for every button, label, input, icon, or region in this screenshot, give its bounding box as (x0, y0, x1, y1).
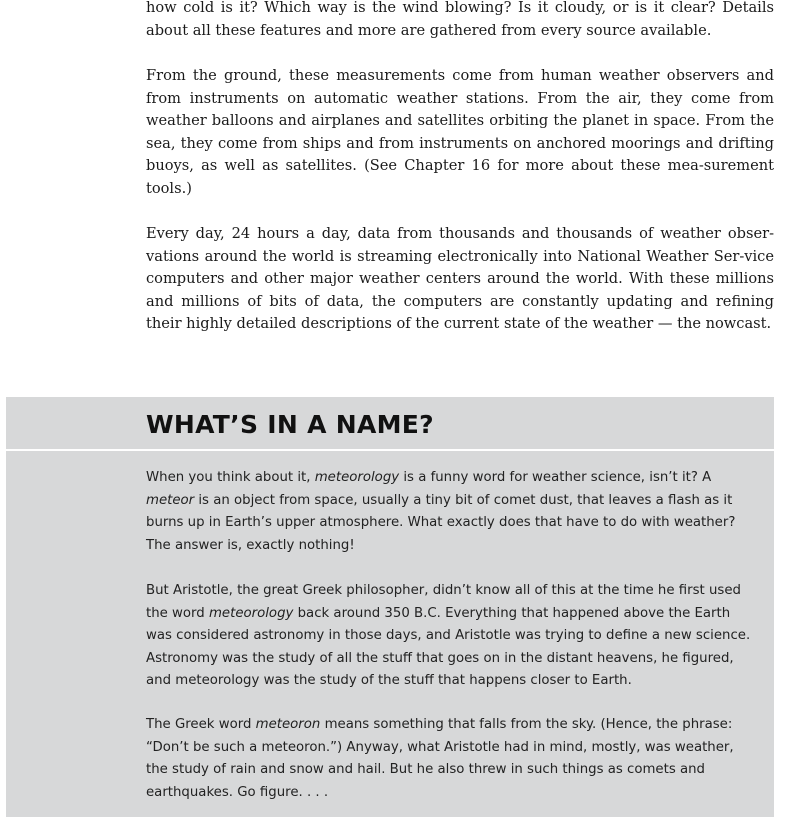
text-run: is a funny word for weather science, isn’t it? A (399, 470, 712, 485)
text-run: means something that falls from the sky. (Hence, the phrase: “Don’t be such a meteoron.”) Anyway, what Aristotle had in mind, mostly, was weather, the study of rain and snow and hail. But he also threw in such things as comets and earthquakes. Go figure. . . . (146, 717, 734, 800)
sidebar-header (6, 397, 774, 451)
italic-term: meteorology (314, 470, 400, 485)
italic-term: meteor (146, 492, 195, 508)
sidebar-title: WHAT’S IN A NAME? (146, 410, 434, 439)
body-paragraph: From the ground, these measurements come from human weather observers and from instruments on automatic weather stations. From the air, they come from weather balloons and airplanes and satellites orbiting the planet in space. From the sea, they come from ships and from instruments on anchored moorings and drifting buoys, as well as satellites. (See Chapter 16 for more about these mea-surement tools.) (146, 67, 774, 197)
text-run: When you think about it, (146, 470, 315, 485)
body-paragraph: how cold is it? Which way is the wind blowing? Is it cloudy, or is it clear? Details about all these features and more are gathered from every source available. (146, 0, 774, 39)
body-paragraph: Every day, 24 hours a day, data from thousands and thousands of weather obser-vations around the world is streaming electronically into National Weather Ser-vice computers and other major weather centers around the world. With these millions and millions of bits of data, the computers are constantly updating and refining their highly detailed descriptions of the current state of the weather — the nowcast. (146, 225, 774, 332)
text-run: But Aristotle, the great Greek philosopher, didn’t know all of this at the time he first used the word (146, 583, 741, 621)
sidebar-paragraph (146, 714, 758, 804)
text-run: back around 350 B.C. Everything that happened above the Earth was considered astronomy in those days, and Aristotle was trying to define a new science. Astronomy was the study of all the stuff that goes on in the distant heavens, he figured, and meteorology was the study of the stuff that happens closer to Earth. (146, 605, 751, 688)
sidebar-paragraph (146, 467, 758, 557)
text-run: is an object from space, usually a tiny bit of comet dust, that leaves a flash as it burns up in Earth’s upper atmosphere. What exactly does that have to do with weather? The answer is, exactly nothing! (146, 492, 736, 553)
italic-term: meteoron (255, 717, 321, 732)
sidebar-box (6, 397, 774, 817)
sidebar-paragraph (146, 580, 758, 693)
italic-term: meteorology (208, 605, 294, 621)
text-run: The Greek word (146, 717, 256, 732)
